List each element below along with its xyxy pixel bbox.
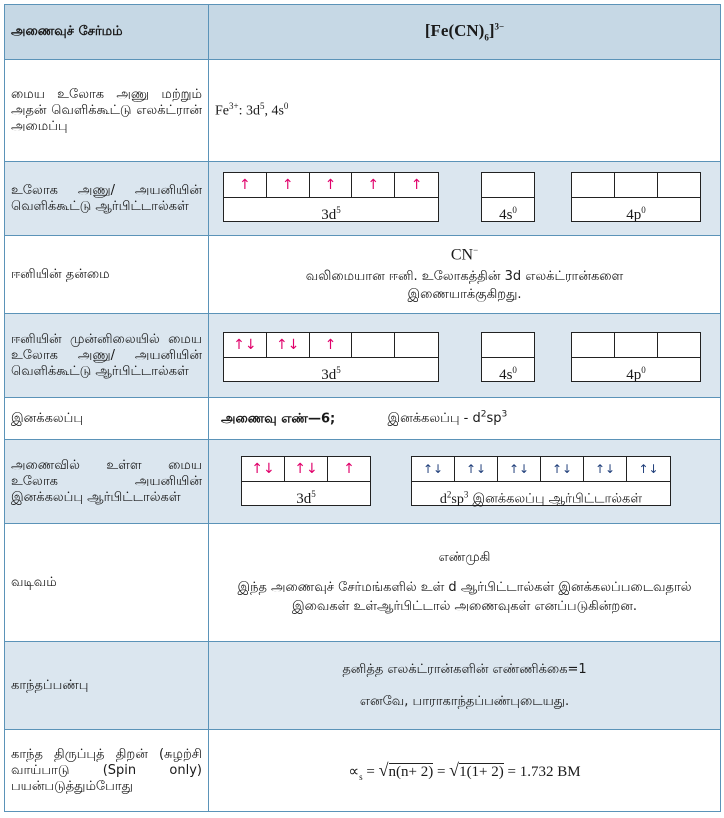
moment-row	[5, 730, 721, 812]
presence-diagram	[209, 314, 721, 398]
ligand-value	[209, 236, 721, 314]
complex-3d-group	[241, 456, 371, 506]
orbital-box: ↑↓	[455, 457, 498, 481]
orbital-3d-boxes	[223, 172, 439, 198]
ligand-label: ஈனியின் தன்மை	[5, 236, 209, 314]
orbital-box: ↑↓	[242, 457, 285, 481]
shape-name: எண்முகி	[438, 549, 491, 565]
orbital-box: ↑↓	[638, 462, 659, 476]
orbital-box: ↑	[310, 173, 353, 197]
hybrid-value	[209, 398, 721, 440]
shape-row	[5, 524, 721, 642]
config-label: மைய உலோக அணு மற்றும் அதன் வெளிக்கூட்டு எலக்ட்ரான் அமைப்பு	[5, 60, 209, 162]
unpaired-count: தனித்த எலக்ட்ரான்களின் எண்ணிக்கை=1	[342, 661, 587, 677]
magnetic-row	[5, 642, 721, 730]
complex-3d-label: $3d^5$	[241, 482, 371, 506]
presence-3d-label: $3d^5$	[223, 358, 439, 382]
ligand-row	[5, 236, 721, 314]
magnetic-label: காந்தப்பண்பு	[5, 642, 209, 730]
complex-formula: $[Fe(CN)_6]^{3-}$	[209, 5, 721, 60]
hybridization-type: இனக்கலப்பு - $d^2sp^3$	[387, 409, 508, 427]
shape-desc: இந்த அணைவுச் சேர்மங்களில் உள் d ஆர்பிட்டால்கள் இனக்கலப்படைவதால் இவைகள் உள்ஆர்பிட்டால் அணைவுகள் எனப்படுகின்றன.	[237, 579, 692, 614]
header-row	[5, 5, 721, 60]
orbital-3d-group	[223, 172, 439, 222]
moment-label: காந்த திருப்புத் திறன் (சுழற்சி வாய்பாடு (Spin only) பயன்படுத்தும்போது	[5, 730, 209, 812]
orbital-box	[615, 173, 658, 197]
orbital-box	[658, 333, 700, 357]
presence-4p-label: $4p^0$	[571, 358, 701, 382]
ligand-name: CN−	[450, 244, 479, 264]
orbital-box: ↑	[224, 173, 267, 197]
orbital-box: ↑	[410, 177, 423, 193]
orbital-box: ↑	[310, 333, 353, 357]
complex-table	[4, 4, 721, 812]
orbital-box: ↑↓	[412, 457, 455, 481]
orbital-4p-label: $4p^0$	[571, 198, 701, 222]
presence-label: ஈனியின் முன்னிலையில் மைய உலோக அணு/ அயனியின் வெளிக்கூட்டு ஆர்பிட்டால்கள்	[5, 314, 209, 398]
coordination-number: அணைவு எண்—6;	[221, 411, 336, 427]
hybrid-orbitals-label: $d^2sp^3$ இனக்கலப்பு ஆர்பிட்டால்கள்	[411, 482, 671, 506]
config-row	[5, 60, 721, 162]
orbital-3d-label: $3d^5$	[223, 198, 439, 222]
hybrid-orbitals-group	[411, 456, 671, 506]
orbital-4s-group	[481, 172, 535, 222]
orbital-box: ↑↓	[267, 333, 310, 357]
orbital-box: ↑↓	[285, 457, 328, 481]
paramagnetic-note: எனவே, பாராகாந்தப்பண்புடையது.	[359, 693, 570, 709]
orbital-box: ↑↓	[498, 457, 541, 481]
presence-4s-label: $4s^0$	[481, 358, 535, 382]
orbital-4p-group	[571, 172, 701, 222]
moment-formula: $\propto_s = √n(n+ 2) = √1(1+ 2) = 1.732$ BM	[209, 730, 721, 812]
complex-diagram	[209, 440, 721, 524]
hybrid-label: இனக்கலப்பு	[5, 398, 209, 440]
shape-value	[209, 524, 721, 642]
orbital-box: ↑	[352, 173, 395, 197]
orbitals-label: உலோக அணு/ அயனியின் வெளிக்கூட்டு ஆர்பிட்டால்கள்	[5, 162, 209, 236]
presence-row	[5, 314, 721, 398]
header-label: அணைவுச் சேர்மம்	[5, 5, 209, 60]
complex-label: அணைவில் உள்ள மைய உலோக அயனியின் இனக்கலப்பு ஆர்பிட்டால்கள்	[5, 440, 209, 524]
orbital-box: ↑↓	[541, 457, 584, 481]
orbital-box	[482, 173, 534, 197]
hybrid-row	[5, 398, 721, 440]
magnetic-value	[209, 642, 721, 730]
orbital-box: ↑	[267, 173, 310, 197]
presence-4s-group	[481, 332, 535, 382]
complex-row	[5, 440, 721, 524]
orbital-box	[615, 333, 658, 357]
orbital-box	[395, 333, 438, 357]
orbital-box	[572, 173, 615, 197]
orbital-box	[572, 333, 615, 357]
orbital-4s-label: $4s^0$	[481, 198, 535, 222]
orbital-box: ↑	[343, 461, 355, 477]
orbital-box: ↑↓	[584, 457, 627, 481]
ligand-desc: வலிமையான ஈனி. உலோகத்தின் 3d எலக்ட்ரான்களை இணையாக்குகிறது.	[305, 269, 624, 303]
presence-4p-group	[571, 332, 701, 382]
orbitals-row	[5, 162, 721, 236]
config-value: $Fe^{3+}$: $3d^5$, $4s^0$	[209, 60, 721, 162]
orbital-box	[352, 333, 395, 357]
orbital-box: ↑↓	[224, 333, 267, 357]
shape-label: வடிவம்	[5, 524, 209, 642]
orbital-box	[482, 333, 534, 357]
orbitals-diagram	[209, 162, 721, 236]
presence-3d-group	[223, 332, 439, 382]
orbital-box	[658, 173, 700, 197]
